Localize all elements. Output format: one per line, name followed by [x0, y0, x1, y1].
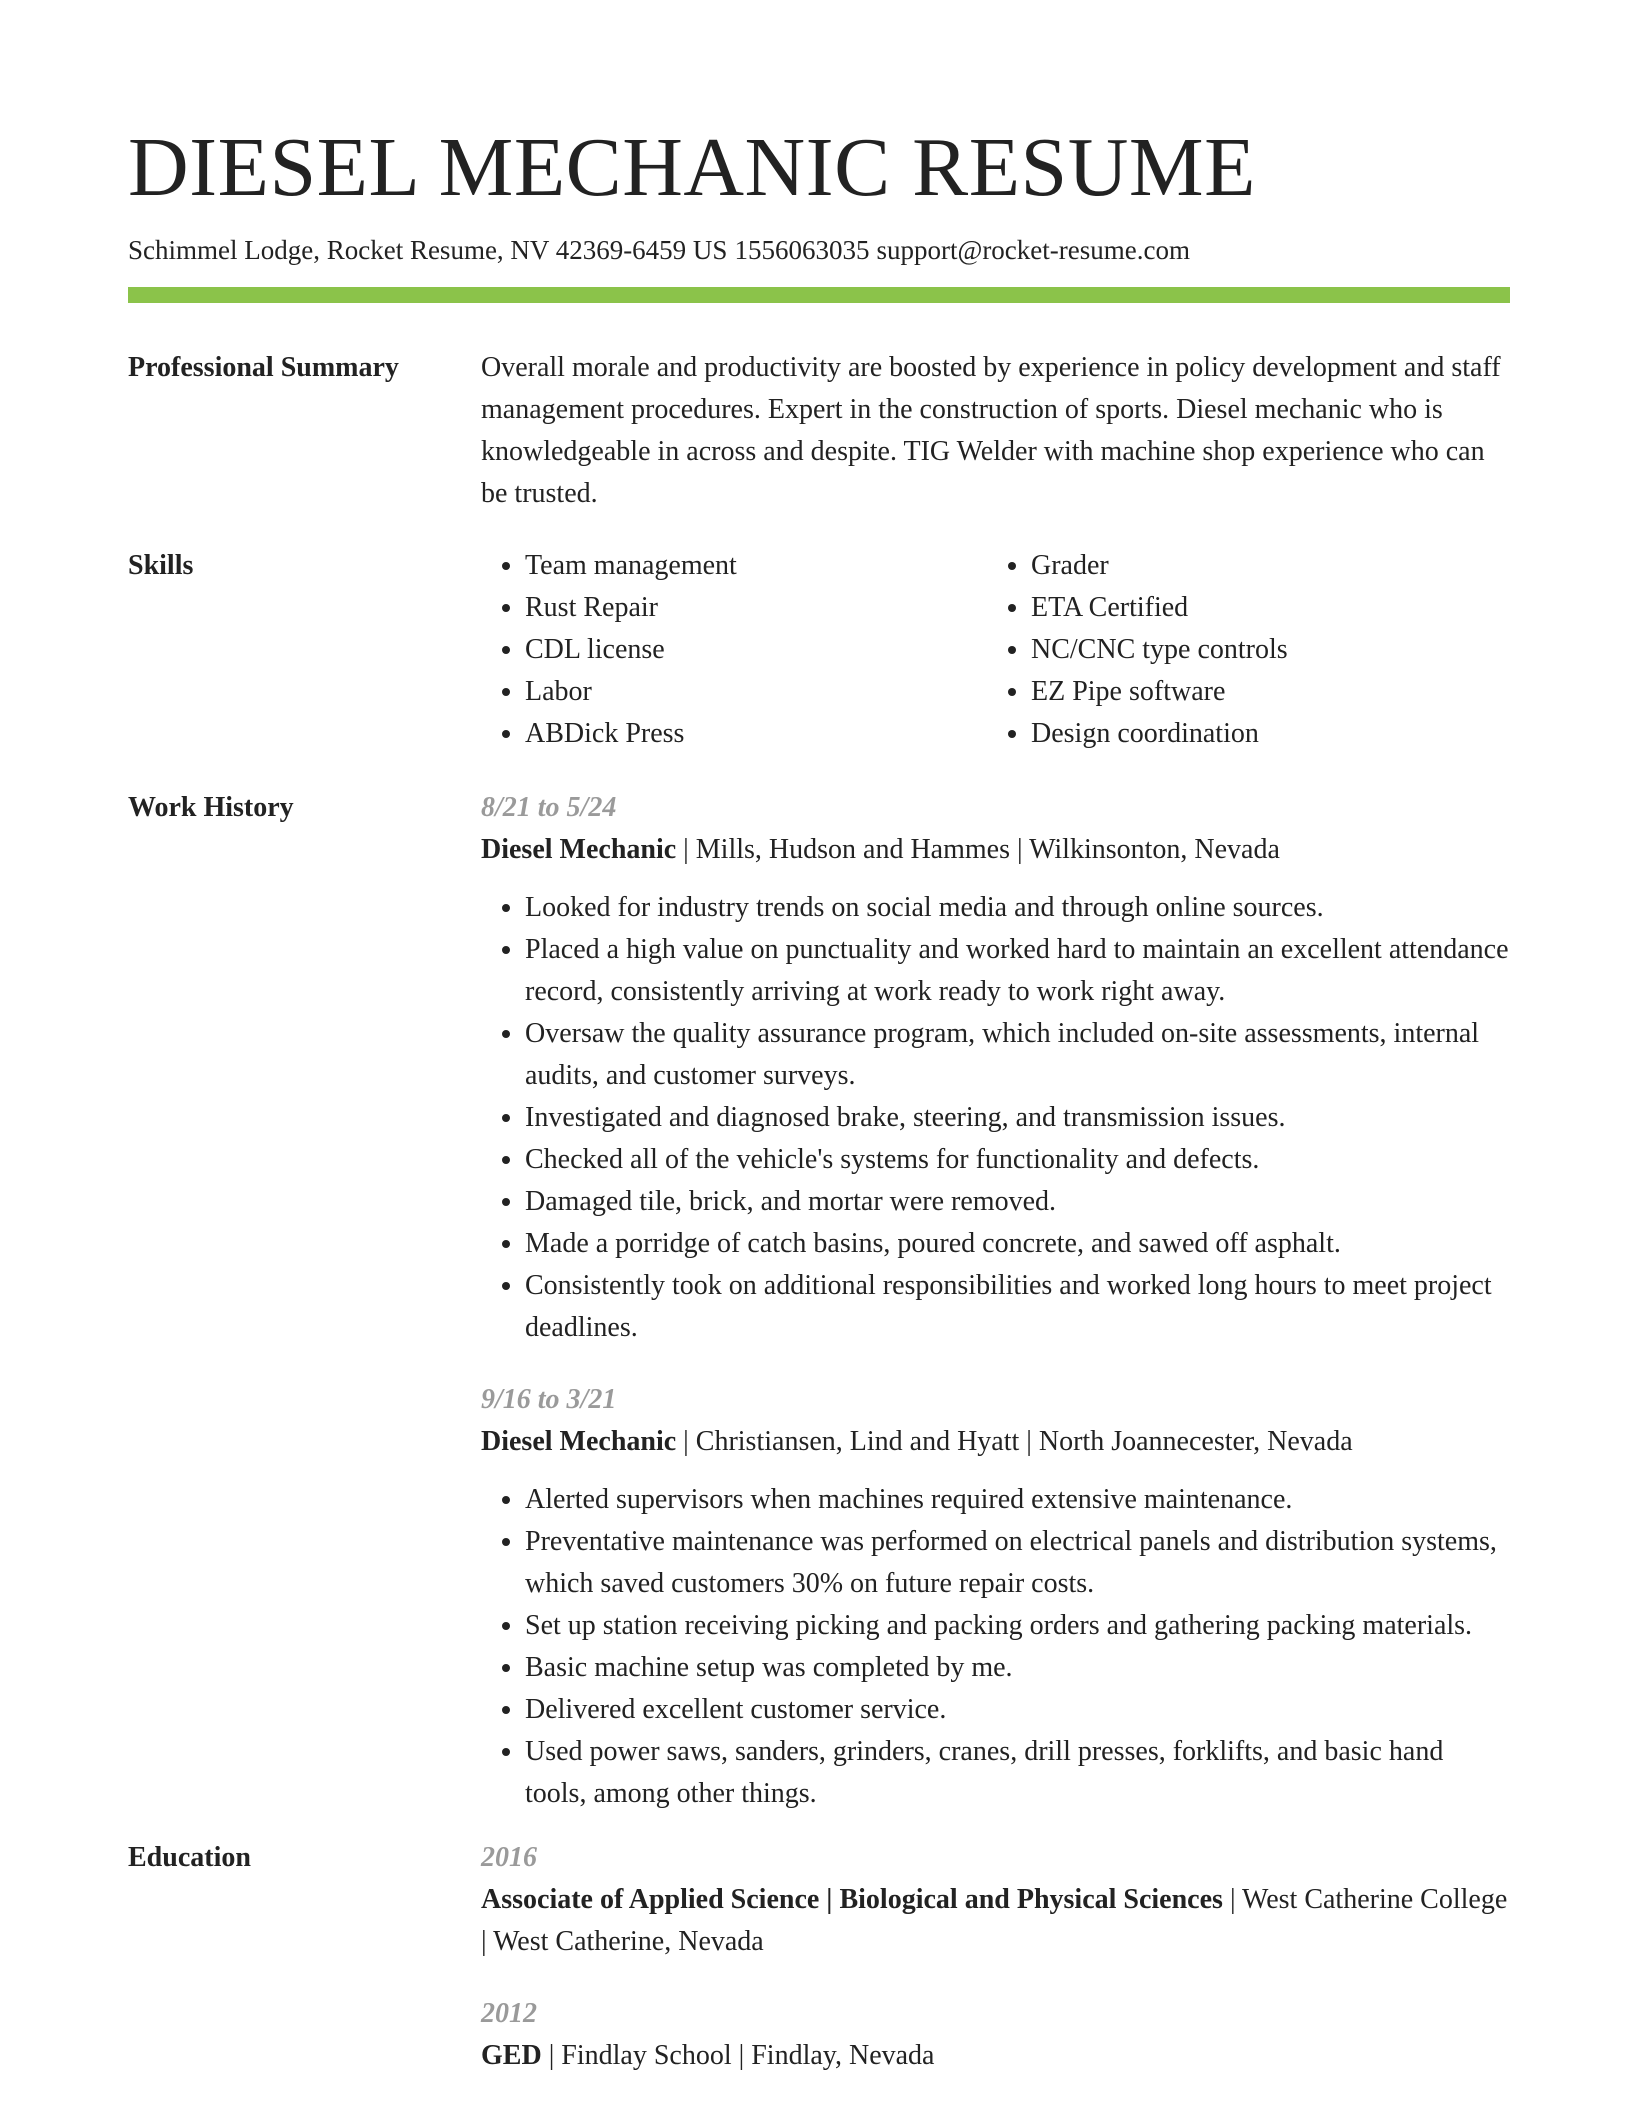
job-date: 8/21 to 5/24 [481, 792, 617, 823]
job-bullet: • Preventative maintenance was performed on electrical panels and distribution systems, which saved customers 30% on future repair costs. [525, 1521, 1510, 1605]
job-bullet: • Placed a high value on punctuality and worked hard to maintain an excellent attendance record, consistently arriving at work ready to work right away. [525, 929, 1510, 1013]
skill-item: • ABDick Press [525, 713, 987, 755]
contact-line [128, 232, 1190, 268]
skills-column-left [481, 545, 987, 755]
section-label-skills: Skills [128, 550, 194, 581]
education-degree: Associate of Applied Science | Biological and Physical Sciences [481, 1884, 1223, 1915]
section-label-education: Education [128, 1842, 251, 1873]
job-bullet: • Checked all of the vehicle's systems for functionality and defects. [525, 1139, 1510, 1181]
job-entry [481, 1379, 1510, 1815]
education-body [481, 1837, 1510, 2077]
skill-item: • EZ Pipe software [1031, 671, 1493, 713]
summary-text: Overall morale and productivity are boosted by experience in policy development and staff management procedures. Expert in the construction of sports. Diesel mechanic who is knowledgeable in across and despite. TIG Welder with machine shop experience who can be trusted. [481, 352, 1501, 509]
job-date: 9/16 to 3/21 [481, 1384, 617, 1415]
job-bullet: • Alerted supervisors when machines required extensive maintenance. [525, 1479, 1510, 1521]
education-line [481, 2035, 1510, 2077]
job-bullet: • Oversaw the quality assurance program, which included on-site assessments, internal audits, and customer surveys. [525, 1013, 1510, 1097]
resume-title: DIESEL MECHANIC RESUME [128, 121, 1256, 214]
skill-item: • CDL license [525, 629, 987, 671]
header-divider [128, 287, 1510, 303]
job-bullet: • Made a porridge of catch basins, poured concrete, and sawed off asphalt. [525, 1223, 1510, 1265]
education-entry [481, 1993, 1510, 2077]
skill-item: • Grader [1031, 545, 1493, 587]
skills-body [481, 545, 1510, 755]
contact-email: support@rocket-resume.com [876, 235, 1190, 265]
education-details: | West Catherine College | West Catherine, Nevada [481, 1884, 1508, 1957]
education-degree: GED [481, 2040, 542, 2071]
skill-item: • Design coordination [1031, 713, 1493, 755]
job-title: Diesel Mechanic [481, 1426, 677, 1457]
skill-item: • Rust Repair [525, 587, 987, 629]
education-date: 2016 [481, 1842, 537, 1873]
job-role-line [481, 1421, 1510, 1463]
job-bullet: • Damaged tile, brick, and mortar were removed. [525, 1181, 1510, 1223]
section-label-summary: Professional Summary [128, 352, 399, 383]
summary-body [481, 347, 1510, 515]
job-bullets [481, 887, 1510, 1349]
job-entry [481, 787, 1510, 1349]
education-line [481, 1879, 1510, 1963]
job-bullets [481, 1479, 1510, 1815]
job-details: | Christiansen, Lind and Hyatt | North Joannecester, Nevada [676, 1426, 1353, 1457]
education-details: | Findlay School | Findlay, Nevada [541, 2040, 935, 2071]
job-bullet: • Set up station receiving picking and packing orders and gathering packing materials. [525, 1605, 1510, 1647]
education-entry [481, 1837, 1510, 1963]
skill-item: • NC/CNC type controls [1031, 629, 1493, 671]
job-bullet: • Consistently took on additional responsibilities and worked long hours to meet project deadlines. [525, 1265, 1510, 1349]
skills-columns [481, 545, 1510, 755]
contact-phone: 1556063035 [734, 235, 870, 265]
skills-column-right [987, 545, 1493, 755]
skill-item: • Labor [525, 671, 987, 713]
contact-address: Schimmel Lodge, Rocket Resume, NV 42369-6459 US [128, 235, 728, 265]
skill-item: • Team management [525, 545, 987, 587]
education-date: 2012 [481, 1998, 537, 2029]
job-bullet: • Basic machine setup was completed by me. [525, 1647, 1510, 1689]
job-bullet: • Used power saws, sanders, grinders, cranes, drill presses, forklifts, and basic hand tools, among other things. [525, 1731, 1510, 1815]
job-bullet: • Investigated and diagnosed brake, steering, and transmission issues. [525, 1097, 1510, 1139]
section-label-work: Work History [128, 792, 294, 823]
job-bullet: • Delivered excellent customer service. [525, 1689, 1510, 1731]
job-bullet: • Looked for industry trends on social media and through online sources. [525, 887, 1510, 929]
job-details: | Mills, Hudson and Hammes | Wilkinsonton, Nevada [676, 834, 1280, 865]
work-body [481, 787, 1510, 1815]
skill-item: • ETA Certified [1031, 587, 1493, 629]
job-title: Diesel Mechanic [481, 834, 677, 865]
job-role-line [481, 829, 1510, 871]
